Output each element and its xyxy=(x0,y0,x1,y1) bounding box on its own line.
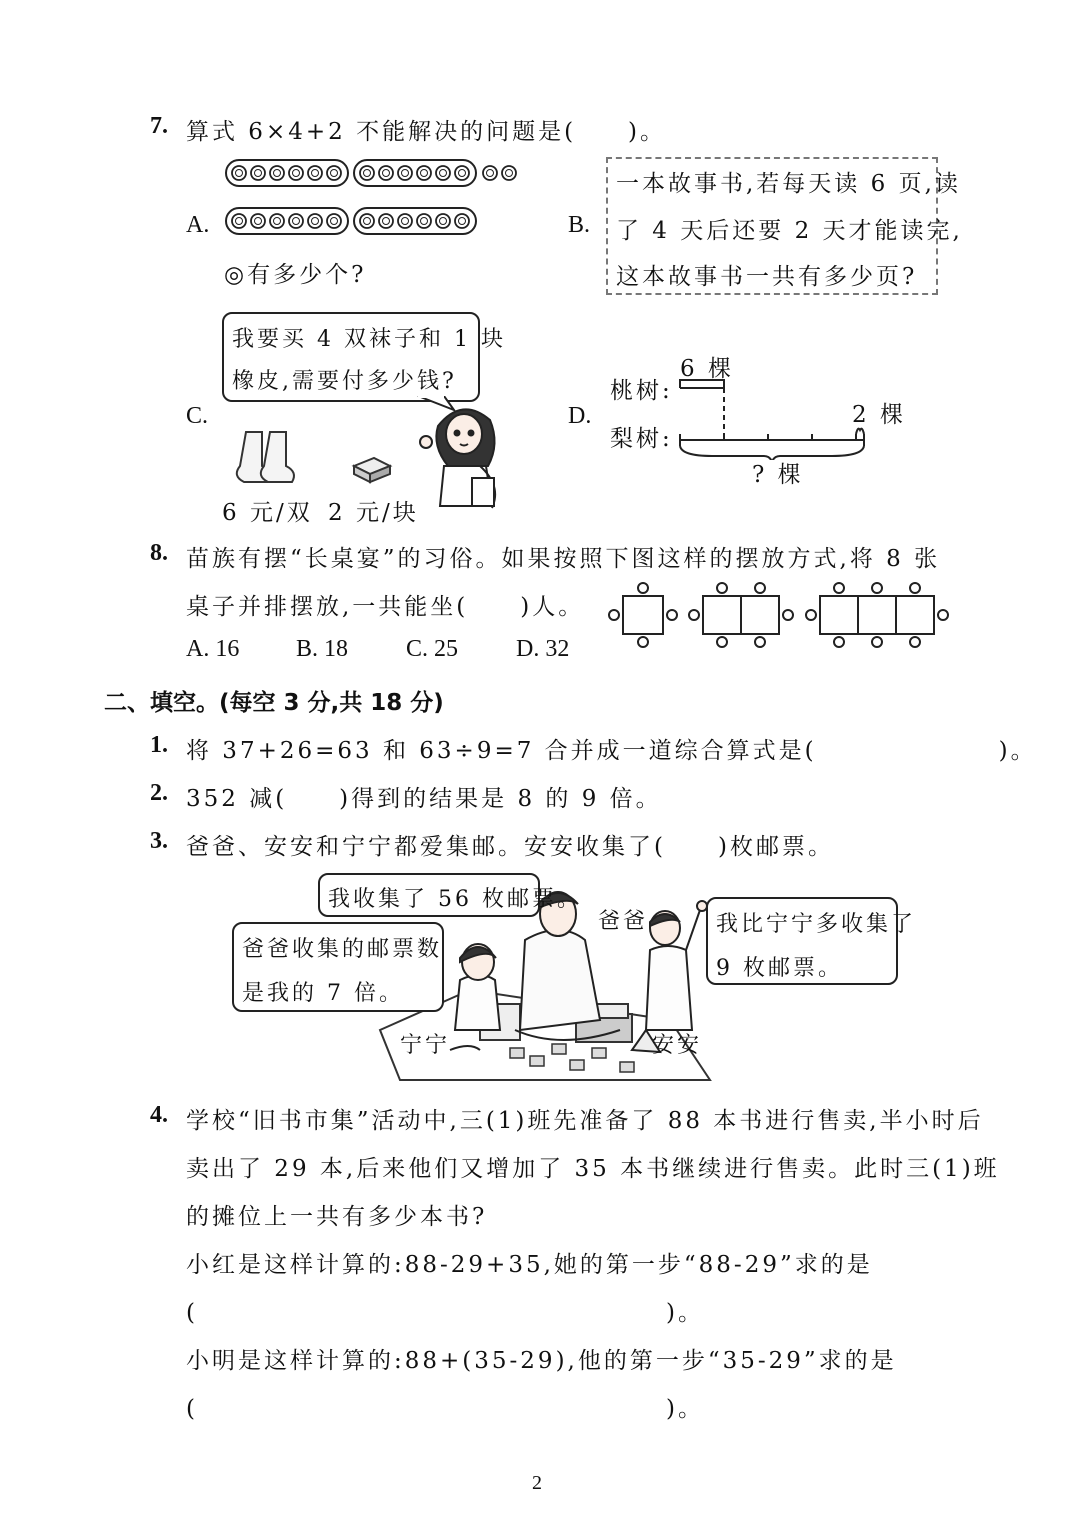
xiaoming-method: 小明是这样计算的:88+(35-29),他的第一步“35-29”求的是 xyxy=(186,1348,897,1374)
ningning-speech-bubble xyxy=(232,922,444,1012)
girl-speech-bubble xyxy=(222,312,506,402)
question-8-line1: 苗族有摆“长桌宴”的习俗。如果按照下图这样的摆放方式,将 8 张 xyxy=(186,546,941,572)
option-a: A. 16 xyxy=(186,636,240,662)
section-2-title: 二、填空。(每空 3 分,共 18 分) xyxy=(104,690,444,716)
socks-icon xyxy=(237,432,294,482)
total-trees-label: ? 棵 xyxy=(752,462,804,488)
option-b: B. 18 xyxy=(296,636,349,662)
dad-speech-bubble xyxy=(318,873,582,917)
question-7-number: 7. xyxy=(150,113,168,139)
fill-1-number: 1. xyxy=(150,732,168,758)
option-b-line: 一本故事书,若每天读 6 页,读 xyxy=(616,171,961,197)
bubble-line: 9 枚邮票。 xyxy=(716,956,843,981)
six-trees-label: 6 棵 xyxy=(680,356,734,382)
option-d: D. 32 xyxy=(516,636,570,662)
table-arrangement-figure xyxy=(605,578,950,650)
bubble-line: 我要买 4 双袜子和 1 块 xyxy=(232,327,506,352)
option-c: C. 25 xyxy=(406,636,459,662)
dad-label: 爸爸 xyxy=(598,909,649,934)
xiaohong-method: 小红是这样计算的:88-29+35,她的第一步“88-29”求的是 xyxy=(186,1252,873,1278)
question-8-line2: 桌子并排摆放,一共能坐( )人。 xyxy=(186,594,585,620)
page-number: 2 xyxy=(532,1472,542,1494)
peach-tree-label: 桃树: xyxy=(610,378,673,404)
option-b-line: 了 4 天后还要 2 天才能读完, xyxy=(616,218,963,244)
question-7-stem: 算式 6×4+2 不能解决的问题是( )。 xyxy=(186,119,667,145)
fill-3-text: 爸爸、安安和宁宁都爱集邮。安安收集了( )枚邮票。 xyxy=(186,834,834,860)
pear-tree-label: 梨树: xyxy=(610,426,673,452)
anan-label: 安安 xyxy=(652,1033,703,1058)
fill-4-line: 的摊位上一共有多少本书? xyxy=(186,1204,488,1230)
circle-groups-figure xyxy=(222,156,522,244)
option-a-question: ◎有多少个? xyxy=(224,262,367,288)
two-trees-label: 2 棵 xyxy=(852,402,906,428)
bubble-line: 我收集了 56 枚邮票。 xyxy=(328,887,582,912)
answer-blank-1: ( )。 xyxy=(186,1300,704,1326)
question-8-number: 8. xyxy=(150,540,168,566)
bubble-line: 橡皮,需要付多少钱? xyxy=(232,369,457,394)
ningning-label: 宁宁 xyxy=(400,1033,451,1058)
girl-figure xyxy=(420,409,495,508)
shopping-illustration xyxy=(222,396,522,510)
fill-3-number: 3. xyxy=(150,828,168,854)
option-a-label: A. xyxy=(186,212,210,238)
option-b-box xyxy=(606,157,963,295)
socks-price: 6 元/双 xyxy=(222,500,313,526)
bubble-line: 是我的 7 倍。 xyxy=(242,981,404,1006)
bubble-line: 爸爸收集的邮票数 xyxy=(242,937,443,962)
fill-2-number: 2. xyxy=(150,780,168,806)
option-b-label: B. xyxy=(568,212,591,238)
bubble-line: 我比宁宁多收集了 xyxy=(716,912,917,937)
fill-4-number: 4. xyxy=(150,1102,168,1128)
fill-4-line: 学校“旧书市集”活动中,三(1)班先准备了 88 本书进行售卖,半小时后 xyxy=(186,1108,984,1134)
eraser-price: 2 元/块 xyxy=(328,500,419,526)
answer-blank-2: ( )。 xyxy=(186,1396,704,1422)
fill-1-text: 将 37+26=63 和 63÷9=7 合并成一道综合算式是( )。 xyxy=(186,738,1037,764)
eraser-icon xyxy=(354,458,390,482)
anan-speech-bubble xyxy=(706,897,917,985)
fill-4-line: 卖出了 29 本,后来他们又增加了 35 本书继续进行售卖。此时三(1)班 xyxy=(186,1156,1000,1182)
option-b-line: 这本故事书一共有多少页? xyxy=(616,264,918,290)
line-diagram xyxy=(672,370,892,460)
option-c-label: C. xyxy=(186,403,209,429)
option-d-label: D. xyxy=(568,403,592,429)
fill-2-text: 352 减( )得到的结果是 8 的 9 倍。 xyxy=(186,786,662,812)
